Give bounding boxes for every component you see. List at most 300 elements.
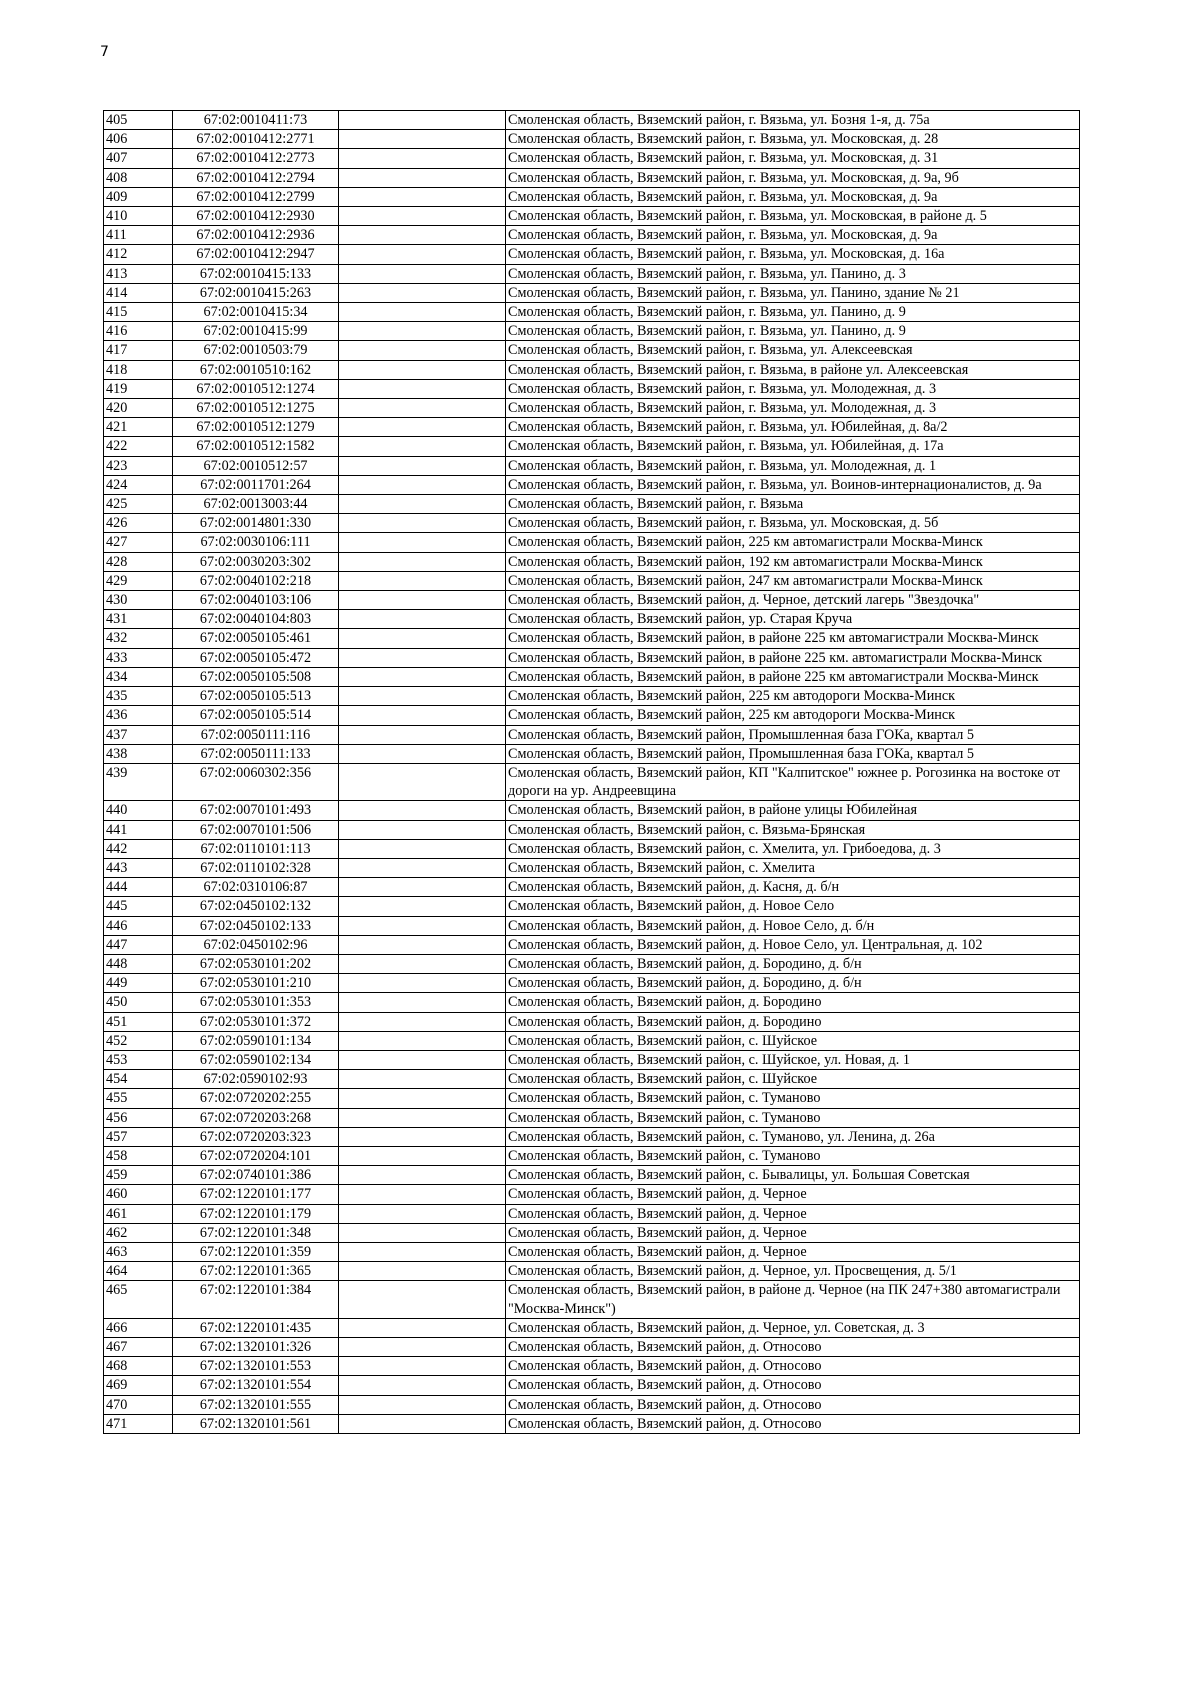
address-cell: Смоленская область, Вяземский район, г. Вязьма, ул. Московская, д. 28	[506, 130, 1080, 149]
table-row	[104, 475, 1080, 494]
empty-cell	[339, 571, 506, 590]
address-cell: Смоленская область, Вяземский район, с. Вязьма-Брянская	[506, 820, 1080, 839]
cadastral-number-cell: 67:02:1320101:553	[173, 1357, 339, 1376]
table-row	[104, 1223, 1080, 1242]
empty-cell	[339, 322, 506, 341]
row-number-cell: 418	[104, 360, 173, 379]
row-number-cell: 420	[104, 399, 173, 418]
empty-cell	[339, 514, 506, 533]
row-number-cell: 421	[104, 418, 173, 437]
cadastral-number-cell: 67:02:0530101:202	[173, 954, 339, 973]
address-cell: Смоленская область, Вяземский район, д. Новое Село	[506, 897, 1080, 916]
table-row	[104, 1414, 1080, 1433]
cadastral-number-cell: 67:02:0070101:506	[173, 820, 339, 839]
row-number-cell: 422	[104, 437, 173, 456]
cadastral-number-cell: 67:02:0010412:2947	[173, 245, 339, 264]
address-cell: Смоленская область, Вяземский район, с. Бывалицы, ул. Большая Советская	[506, 1166, 1080, 1185]
cadastral-number-cell: 67:02:0110102:328	[173, 858, 339, 877]
empty-cell	[339, 1223, 506, 1242]
table-row	[104, 763, 1080, 800]
cadastral-number-cell: 67:02:1220101:179	[173, 1204, 339, 1223]
cadastral-number-cell: 67:02:0050105:514	[173, 706, 339, 725]
address-cell: Смоленская область, Вяземский район, Промышленная база ГОКа, квартал 5	[506, 744, 1080, 763]
table-row	[104, 725, 1080, 744]
empty-cell	[339, 667, 506, 686]
address-cell: Смоленская область, Вяземский район, г. Вязьма, ул. Молодежная, д. 3	[506, 399, 1080, 418]
empty-cell	[339, 935, 506, 954]
address-cell: Смоленская область, Вяземский район, с. Шуйское, ул. Новая, д. 1	[506, 1050, 1080, 1069]
address-cell: Смоленская область, Вяземский район, д. Относово	[506, 1357, 1080, 1376]
cadastral-number-cell: 67:02:0450102:132	[173, 897, 339, 916]
table-row	[104, 1338, 1080, 1357]
table-row	[104, 706, 1080, 725]
address-cell: Смоленская область, Вяземский район, г. Вязьма, ул. Московская, д. 31	[506, 149, 1080, 168]
address-cell: Смоленская область, Вяземский район, г. Вязьма, ул. Московская, д. 9а	[506, 226, 1080, 245]
empty-cell	[339, 839, 506, 858]
address-cell: Смоленская область, Вяземский район, г. Вязьма, ул. Московская, в районе д. 5	[506, 207, 1080, 226]
cadastral-number-cell: 67:02:0011701:264	[173, 475, 339, 494]
empty-cell	[339, 1318, 506, 1337]
table-row	[104, 1185, 1080, 1204]
table-row	[104, 571, 1080, 590]
cadastral-number-cell: 67:02:0590102:134	[173, 1050, 339, 1069]
table-row	[104, 1108, 1080, 1127]
empty-cell	[339, 1204, 506, 1223]
row-number-cell: 434	[104, 667, 173, 686]
table-row	[104, 1089, 1080, 1108]
empty-cell	[339, 1166, 506, 1185]
address-cell: Смоленская область, Вяземский район, д. Черное	[506, 1204, 1080, 1223]
registry-table-body	[104, 111, 1080, 1434]
table-row	[104, 437, 1080, 456]
row-number-cell: 460	[104, 1185, 173, 1204]
row-number-cell: 467	[104, 1338, 173, 1357]
row-number-cell: 407	[104, 149, 173, 168]
row-number-cell: 455	[104, 1089, 173, 1108]
row-number-cell: 432	[104, 629, 173, 648]
empty-cell	[339, 1146, 506, 1165]
row-number-cell: 461	[104, 1204, 173, 1223]
empty-cell	[339, 1262, 506, 1281]
address-cell: Смоленская область, Вяземский район, г. Вязьма, ул. Московская, д. 16а	[506, 245, 1080, 264]
row-number-cell: 437	[104, 725, 173, 744]
empty-cell	[339, 629, 506, 648]
table-row	[104, 1204, 1080, 1223]
cadastral-number-cell: 67:02:0030106:111	[173, 533, 339, 552]
row-number-cell: 429	[104, 571, 173, 590]
cadastral-number-cell: 67:02:0010412:2771	[173, 130, 339, 149]
row-number-cell: 450	[104, 993, 173, 1012]
row-number-cell: 443	[104, 858, 173, 877]
empty-cell	[339, 283, 506, 302]
empty-cell	[339, 130, 506, 149]
empty-cell	[339, 954, 506, 973]
address-cell: Смоленская область, Вяземский район, г. Вязьма, ул. Панино, д. 3	[506, 264, 1080, 283]
cadastral-number-cell: 67:02:1220101:348	[173, 1223, 339, 1242]
cadastral-number-cell: 67:02:1220101:359	[173, 1242, 339, 1261]
table-row	[104, 744, 1080, 763]
empty-cell	[339, 360, 506, 379]
empty-cell	[339, 610, 506, 629]
table-row	[104, 1318, 1080, 1337]
table-row	[104, 1281, 1080, 1318]
row-number-cell: 464	[104, 1262, 173, 1281]
cadastral-number-cell: 67:02:1220101:177	[173, 1185, 339, 1204]
empty-cell	[339, 1089, 506, 1108]
address-cell: Смоленская область, Вяземский район, с. Шуйское	[506, 1070, 1080, 1089]
empty-cell	[339, 1395, 506, 1414]
cadastral-number-cell: 67:02:0530101:210	[173, 974, 339, 993]
address-cell: Смоленская область, Вяземский район, д. Черное	[506, 1185, 1080, 1204]
empty-cell	[339, 1338, 506, 1357]
table-row	[104, 935, 1080, 954]
table-row	[104, 1146, 1080, 1165]
cadastral-number-cell: 67:02:0720203:323	[173, 1127, 339, 1146]
address-cell: Смоленская область, Вяземский район, Промышленная база ГОКа, квартал 5	[506, 725, 1080, 744]
table-row	[104, 954, 1080, 973]
empty-cell	[339, 495, 506, 514]
row-number-cell: 439	[104, 763, 173, 800]
address-cell: Смоленская область, Вяземский район, с. Туманово	[506, 1146, 1080, 1165]
cadastral-number-cell: 67:02:1220101:435	[173, 1318, 339, 1337]
row-number-cell: 423	[104, 456, 173, 475]
address-cell: Смоленская область, Вяземский район, д. Относово	[506, 1376, 1080, 1395]
empty-cell	[339, 1108, 506, 1127]
row-number-cell: 465	[104, 1281, 173, 1318]
row-number-cell: 406	[104, 130, 173, 149]
table-row	[104, 839, 1080, 858]
address-cell: Смоленская область, Вяземский район, г. Вязьма, ул. Молодежная, д. 3	[506, 379, 1080, 398]
empty-cell	[339, 763, 506, 800]
row-number-cell: 447	[104, 935, 173, 954]
table-row	[104, 207, 1080, 226]
address-cell: Смоленская область, Вяземский район, в районе 225 км автомагистрали Москва-Минск	[506, 629, 1080, 648]
table-row	[104, 820, 1080, 839]
empty-cell	[339, 1070, 506, 1089]
row-number-cell: 427	[104, 533, 173, 552]
cadastral-number-cell: 67:02:0450102:96	[173, 935, 339, 954]
row-number-cell: 428	[104, 552, 173, 571]
row-number-cell: 426	[104, 514, 173, 533]
table-row	[104, 1166, 1080, 1185]
cadastral-number-cell: 67:02:0530101:353	[173, 993, 339, 1012]
address-cell: Смоленская область, Вяземский район, д. Новое Село, д. б/н	[506, 916, 1080, 935]
cadastral-number-cell: 67:02:0040104:803	[173, 610, 339, 629]
row-number-cell: 433	[104, 648, 173, 667]
table-row	[104, 1242, 1080, 1261]
address-cell: Смоленская область, Вяземский район, г. Вязьма, ул. Воинов-интернационалистов, д. 9а	[506, 475, 1080, 494]
address-cell: Смоленская область, Вяземский район, д. Черное, ул. Просвещения, д. 5/1	[506, 1262, 1080, 1281]
row-number-cell: 415	[104, 303, 173, 322]
table-row	[104, 993, 1080, 1012]
table-row	[104, 245, 1080, 264]
table-row	[104, 514, 1080, 533]
cadastral-number-cell: 67:02:0010512:57	[173, 456, 339, 475]
address-cell: Смоленская область, Вяземский район, г. Вязьма, ул. Алексеевская	[506, 341, 1080, 360]
cadastral-registry-table	[103, 110, 1080, 1434]
address-cell: Смоленская область, Вяземский район, г. Вязьма, в районе ул. Алексеевская	[506, 360, 1080, 379]
address-cell: Смоленская область, Вяземский район, с. Туманово	[506, 1089, 1080, 1108]
row-number-cell: 425	[104, 495, 173, 514]
cadastral-number-cell: 67:02:0010412:2794	[173, 168, 339, 187]
empty-cell	[339, 1376, 506, 1395]
row-number-cell: 449	[104, 974, 173, 993]
cadastral-number-cell: 67:02:0010415:34	[173, 303, 339, 322]
row-number-cell: 463	[104, 1242, 173, 1261]
cadastral-number-cell: 67:02:0070101:493	[173, 801, 339, 820]
empty-cell	[339, 149, 506, 168]
address-cell: Смоленская область, Вяземский район, в районе д. Черное (на ПК 247+380 автомагистрали "Москва-Минск")	[506, 1281, 1080, 1318]
row-number-cell: 462	[104, 1223, 173, 1242]
row-number-cell: 451	[104, 1012, 173, 1031]
empty-cell	[339, 591, 506, 610]
empty-cell	[339, 706, 506, 725]
empty-cell	[339, 533, 506, 552]
address-cell: Смоленская область, Вяземский район, д. Черное, ул. Советская, д. 3	[506, 1318, 1080, 1337]
address-cell: Смоленская область, Вяземский район, д. Черное	[506, 1223, 1080, 1242]
table-row	[104, 648, 1080, 667]
empty-cell	[339, 1414, 506, 1433]
cadastral-number-cell: 67:02:0720202:255	[173, 1089, 339, 1108]
table-row	[104, 149, 1080, 168]
empty-cell	[339, 1185, 506, 1204]
table-row	[104, 322, 1080, 341]
table-row	[104, 360, 1080, 379]
row-number-cell: 458	[104, 1146, 173, 1165]
row-number-cell: 456	[104, 1108, 173, 1127]
row-number-cell: 444	[104, 878, 173, 897]
address-cell: Смоленская область, Вяземский район, г. Вязьма, ул. Панино, здание № 21	[506, 283, 1080, 302]
cadastral-number-cell: 67:02:1320101:555	[173, 1395, 339, 1414]
empty-cell	[339, 916, 506, 935]
table-row	[104, 591, 1080, 610]
empty-cell	[339, 418, 506, 437]
empty-cell	[339, 687, 506, 706]
table-row	[104, 341, 1080, 360]
cadastral-number-cell: 67:02:0050105:461	[173, 629, 339, 648]
row-number-cell: 413	[104, 264, 173, 283]
address-cell: Смоленская область, Вяземский район, 225 км автомагистрали Москва-Минск	[506, 533, 1080, 552]
empty-cell	[339, 1012, 506, 1031]
row-number-cell: 412	[104, 245, 173, 264]
table-row	[104, 610, 1080, 629]
address-cell: Смоленская область, Вяземский район, г. Вязьма, ул. Юбилейная, д. 8а/2	[506, 418, 1080, 437]
empty-cell	[339, 456, 506, 475]
table-row	[104, 399, 1080, 418]
cadastral-number-cell: 67:02:0010512:1274	[173, 379, 339, 398]
empty-cell	[339, 1281, 506, 1318]
address-cell: Смоленская область, Вяземский район, в районе 225 км. автомагистрали Москва-Минск	[506, 648, 1080, 667]
address-cell: Смоленская область, Вяземский район, д. Относово	[506, 1414, 1080, 1433]
cadastral-number-cell: 67:02:0010412:2799	[173, 187, 339, 206]
address-cell: Смоленская область, Вяземский район, 247 км автомагистрали Москва-Минск	[506, 571, 1080, 590]
cadastral-number-cell: 67:02:0740101:386	[173, 1166, 339, 1185]
empty-cell	[339, 168, 506, 187]
empty-cell	[339, 878, 506, 897]
empty-cell	[339, 1357, 506, 1376]
empty-cell	[339, 399, 506, 418]
empty-cell	[339, 858, 506, 877]
table-row	[104, 1070, 1080, 1089]
empty-cell	[339, 245, 506, 264]
row-number-cell: 424	[104, 475, 173, 494]
empty-cell	[339, 1031, 506, 1050]
empty-cell	[339, 897, 506, 916]
address-cell: Смоленская область, Вяземский район, г. Вязьма, ул. Московская, д. 5б	[506, 514, 1080, 533]
row-number-cell: 459	[104, 1166, 173, 1185]
address-cell: Смоленская область, Вяземский район, д. Бородино, д. б/н	[506, 954, 1080, 973]
cadastral-number-cell: 67:02:1220101:384	[173, 1281, 339, 1318]
row-number-cell: 454	[104, 1070, 173, 1089]
table-row	[104, 687, 1080, 706]
cadastral-number-cell: 67:02:0050105:513	[173, 687, 339, 706]
cadastral-number-cell: 67:02:0530101:372	[173, 1012, 339, 1031]
row-number-cell: 442	[104, 839, 173, 858]
table-row	[104, 1357, 1080, 1376]
table-row	[104, 1395, 1080, 1414]
address-cell: Смоленская область, Вяземский район, д. Бородино, д. б/н	[506, 974, 1080, 993]
address-cell: Смоленская область, Вяземский район, д. Касня, д. б/н	[506, 878, 1080, 897]
empty-cell	[339, 341, 506, 360]
cadastral-number-cell: 67:02:0040102:218	[173, 571, 339, 590]
row-number-cell: 466	[104, 1318, 173, 1337]
row-number-cell: 411	[104, 226, 173, 245]
empty-cell	[339, 226, 506, 245]
cadastral-number-cell: 67:02:0010412:2773	[173, 149, 339, 168]
table-row	[104, 552, 1080, 571]
cadastral-number-cell: 67:02:1320101:326	[173, 1338, 339, 1357]
cadastral-number-cell: 67:02:0050105:508	[173, 667, 339, 686]
table-row	[104, 264, 1080, 283]
empty-cell	[339, 111, 506, 130]
row-number-cell: 470	[104, 1395, 173, 1414]
empty-cell	[339, 993, 506, 1012]
address-cell: Смоленская область, Вяземский район, г. Вязьма, ул. Юбилейная, д. 17а	[506, 437, 1080, 456]
address-cell: Смоленская область, Вяземский район, г. Вязьма, ул. Молодежная, д. 1	[506, 456, 1080, 475]
cadastral-number-cell: 67:02:0310106:87	[173, 878, 339, 897]
row-number-cell: 430	[104, 591, 173, 610]
address-cell: Смоленская область, Вяземский район, д. Черное, детский лагерь "Звездочка"	[506, 591, 1080, 610]
address-cell: Смоленская область, Вяземский район, д. Относово	[506, 1338, 1080, 1357]
table-row	[104, 130, 1080, 149]
table-row	[104, 303, 1080, 322]
cadastral-number-cell: 67:02:0010512:1275	[173, 399, 339, 418]
cadastral-number-cell: 67:02:0050111:116	[173, 725, 339, 744]
empty-cell	[339, 552, 506, 571]
row-number-cell: 441	[104, 820, 173, 839]
address-cell: Смоленская область, Вяземский район, с. Туманово, ул. Ленина, д. 26а	[506, 1127, 1080, 1146]
empty-cell	[339, 974, 506, 993]
table-row	[104, 187, 1080, 206]
empty-cell	[339, 648, 506, 667]
row-number-cell: 469	[104, 1376, 173, 1395]
row-number-cell: 448	[104, 954, 173, 973]
row-number-cell: 417	[104, 341, 173, 360]
cadastral-number-cell: 67:02:1320101:561	[173, 1414, 339, 1433]
address-cell: Смоленская область, Вяземский район, с. Шуйское	[506, 1031, 1080, 1050]
empty-cell	[339, 1127, 506, 1146]
cadastral-number-cell: 67:02:0060302:356	[173, 763, 339, 800]
empty-cell	[339, 820, 506, 839]
row-number-cell: 453	[104, 1050, 173, 1069]
table-row	[104, 283, 1080, 302]
row-number-cell: 445	[104, 897, 173, 916]
cadastral-number-cell: 67:02:0010415:133	[173, 264, 339, 283]
row-number-cell: 436	[104, 706, 173, 725]
address-cell: Смоленская область, Вяземский район, с. Туманово	[506, 1108, 1080, 1127]
row-number-cell: 435	[104, 687, 173, 706]
cadastral-number-cell: 67:02:0010512:1279	[173, 418, 339, 437]
empty-cell	[339, 725, 506, 744]
cadastral-number-cell: 67:02:0010412:2936	[173, 226, 339, 245]
row-number-cell: 440	[104, 801, 173, 820]
empty-cell	[339, 207, 506, 226]
address-cell: Смоленская область, Вяземский район, с. Хмелита, ул. Грибоедова, д. 3	[506, 839, 1080, 858]
cadastral-number-cell: 67:02:0040103:106	[173, 591, 339, 610]
table-row	[104, 495, 1080, 514]
address-cell: Смоленская область, Вяземский район, д. Относово	[506, 1395, 1080, 1414]
address-cell: Смоленская область, Вяземский район, в районе улицы Юбилейная	[506, 801, 1080, 820]
cadastral-number-cell: 67:02:0590101:134	[173, 1031, 339, 1050]
table-row	[104, 456, 1080, 475]
empty-cell	[339, 1050, 506, 1069]
row-number-cell: 416	[104, 322, 173, 341]
table-row	[104, 418, 1080, 437]
cadastral-number-cell: 67:02:0720203:268	[173, 1108, 339, 1127]
address-cell: Смоленская область, Вяземский район, 192 км автомагистрали Москва-Минск	[506, 552, 1080, 571]
row-number-cell: 410	[104, 207, 173, 226]
table-row	[104, 379, 1080, 398]
cadastral-number-cell: 67:02:1320101:554	[173, 1376, 339, 1395]
cadastral-number-cell: 67:02:0010415:263	[173, 283, 339, 302]
row-number-cell: 471	[104, 1414, 173, 1433]
cadastral-number-cell: 67:02:0010411:73	[173, 111, 339, 130]
cadastral-number-cell: 67:02:0010415:99	[173, 322, 339, 341]
table-row	[104, 1012, 1080, 1031]
empty-cell	[339, 475, 506, 494]
empty-cell	[339, 801, 506, 820]
address-cell: Смоленская область, Вяземский район, г. Вязьма, ул. Бозня 1-я, д. 75а	[506, 111, 1080, 130]
table-row	[104, 916, 1080, 935]
address-cell: Смоленская область, Вяземский район, д. Черное	[506, 1242, 1080, 1261]
address-cell: Смоленская область, Вяземский район, г. Вязьма, ул. Панино, д. 9	[506, 322, 1080, 341]
address-cell: Смоленская область, Вяземский район, в районе 225 км автомагистрали Москва-Минск	[506, 667, 1080, 686]
table-row	[104, 111, 1080, 130]
empty-cell	[339, 437, 506, 456]
address-cell: Смоленская область, Вяземский район, г. Вязьма, ул. Московская, д. 9а	[506, 187, 1080, 206]
row-number-cell: 452	[104, 1031, 173, 1050]
table-row	[104, 801, 1080, 820]
cadastral-number-cell: 67:02:0720204:101	[173, 1146, 339, 1165]
table-row	[104, 168, 1080, 187]
table-row	[104, 1031, 1080, 1050]
table-row	[104, 1050, 1080, 1069]
cadastral-number-cell: 67:02:0110101:113	[173, 839, 339, 858]
address-cell: Смоленская область, Вяземский район, г. Вязьма, ул. Московская, д. 9а, 9б	[506, 168, 1080, 187]
row-number-cell: 419	[104, 379, 173, 398]
row-number-cell: 457	[104, 1127, 173, 1146]
table-row	[104, 533, 1080, 552]
address-cell: Смоленская область, Вяземский район, с. Хмелита	[506, 858, 1080, 877]
address-cell: Смоленская область, Вяземский район, д. Новое Село, ул. Центральная, д. 102	[506, 935, 1080, 954]
empty-cell	[339, 187, 506, 206]
address-cell: Смоленская область, Вяземский район, 225 км автодороги Москва-Минск	[506, 706, 1080, 725]
address-cell: Смоленская область, Вяземский район, ур. Старая Круча	[506, 610, 1080, 629]
address-cell: Смоленская область, Вяземский район, д. Бородино	[506, 1012, 1080, 1031]
table-row	[104, 1262, 1080, 1281]
address-cell: Смоленская область, Вяземский район, д. Бородино	[506, 993, 1080, 1012]
cadastral-number-cell: 67:02:0050105:472	[173, 648, 339, 667]
